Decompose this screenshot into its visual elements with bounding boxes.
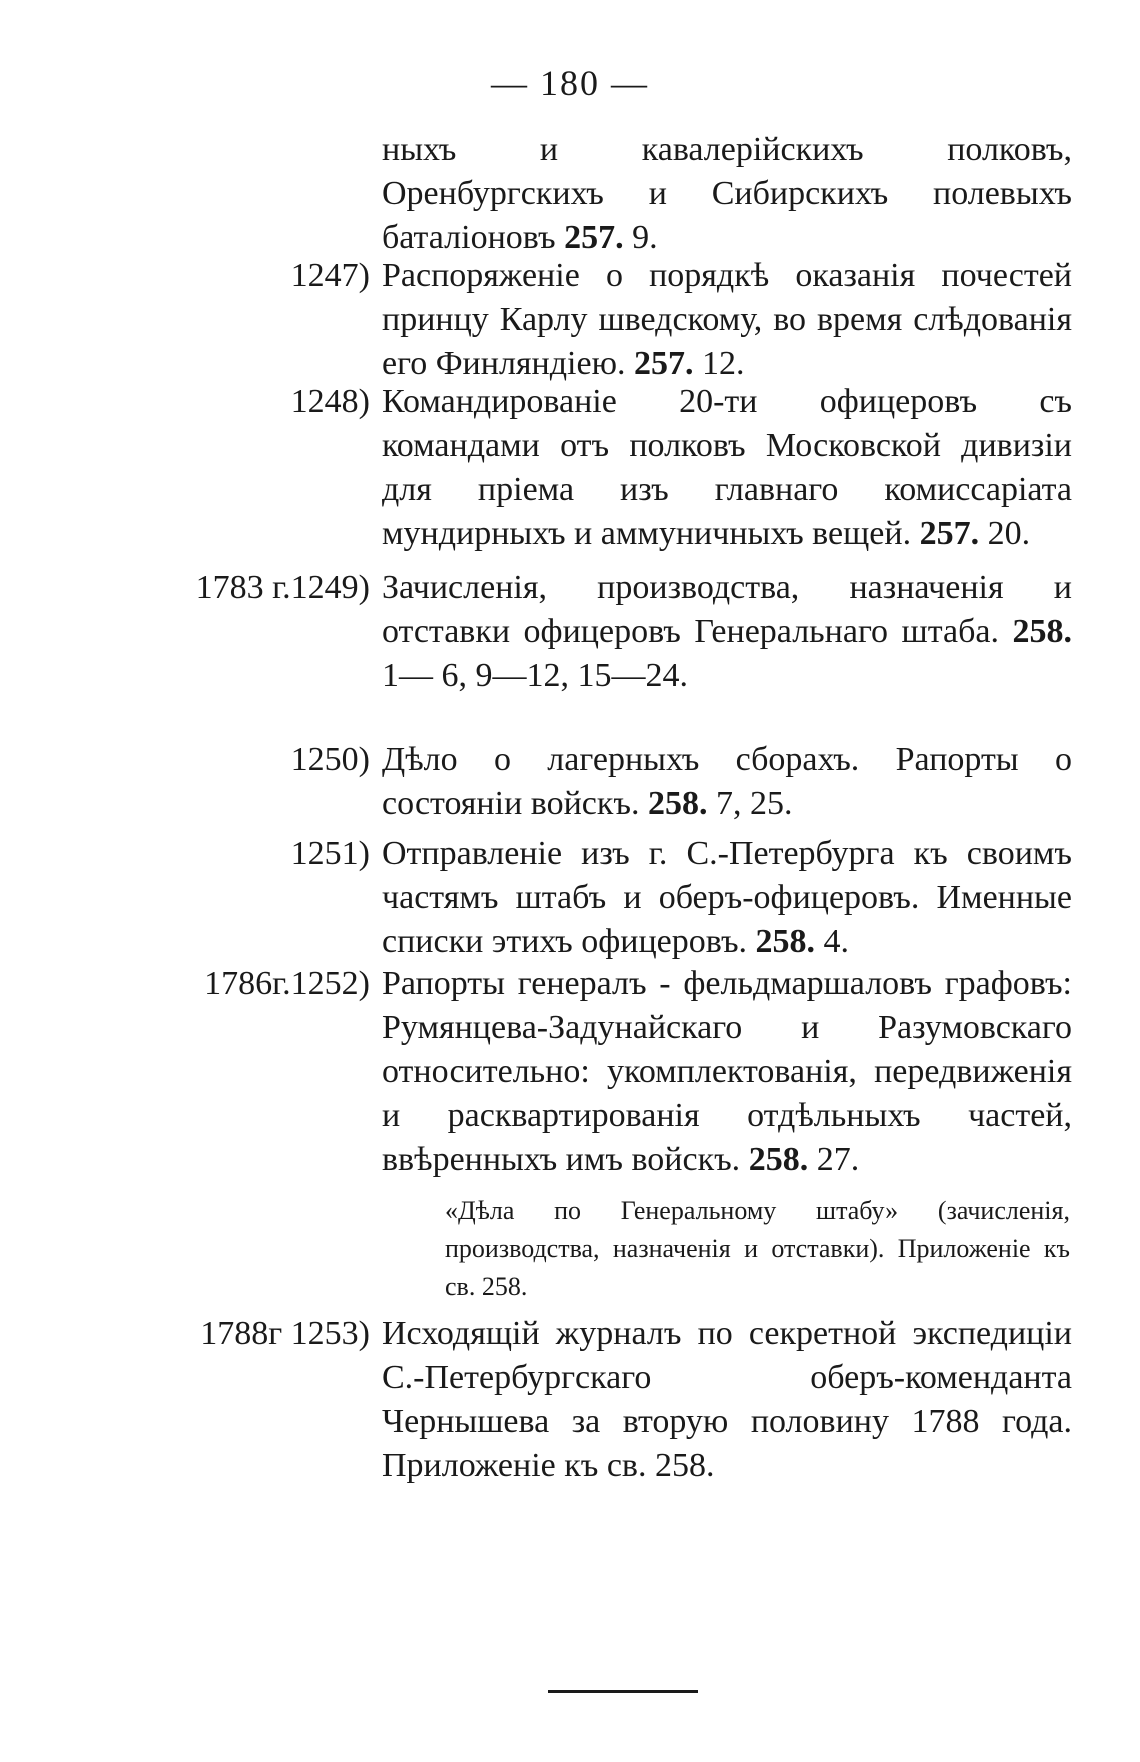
entry-text xyxy=(382,128,1072,260)
volume-ref: 258. xyxy=(748,1141,809,1178)
sheet-ref: 9. xyxy=(623,219,658,256)
entry-body: ныхъ и кавалерійскихъ полковъ, Оренбургскихъ и Сибирскихъ полевыхъ баталіоновъ xyxy=(382,131,1072,256)
sheet-ref: 27. xyxy=(808,1141,860,1178)
sheet-ref: 4. xyxy=(815,923,850,960)
entry-text xyxy=(382,962,1072,1182)
entry-text xyxy=(382,380,1072,556)
entry-body: Рапорты генералъ - фельдмаршаловъ графовъ: Румянцева-Задунайскаго и Разумовскаго относительно: укомплектованія, передвиженія и расквартированія отдѣльныхъ частей, ввѣренныхъ имъ войскъ. xyxy=(382,965,1072,1178)
entry-text xyxy=(382,832,1072,964)
entry-text xyxy=(382,566,1072,698)
entry-number: 1788г 1253) xyxy=(200,1315,370,1352)
volume-ref: 258. xyxy=(647,785,708,822)
entry-body: Командированіе 20-ти офицеровъ съ командами отъ полковъ Московской дивизіи для пріема изъ главнаго комиссаріата мундирныхъ и аммуничныхъ вещей. xyxy=(382,383,1072,552)
entry-number: 1248) xyxy=(290,383,370,420)
volume-ref: 257. xyxy=(633,345,694,382)
sheet-ref: 7, 25. xyxy=(707,785,793,822)
entry-body: Зачисленія, производства, назначенія и отставки офицеровъ Генеральнаго штаба. xyxy=(382,569,1072,650)
volume-ref: 258. xyxy=(755,923,816,960)
entry-body: Отправленіе изъ г. С.-Петербурга къ своимъ частямъ штабъ и оберъ-офицеровъ. Именные списки этихъ офицеровъ. xyxy=(382,835,1072,960)
entry-body: Исходящій журналъ по секретной экспедиціи С.-Петербургскаго оберъ-коменданта Чернышева за вторую половину 1788 года. Приложеніе къ св. 258. xyxy=(382,1315,1072,1484)
volume-ref: 257. xyxy=(919,515,980,552)
entry-number: 1251) xyxy=(290,835,370,872)
sheet-ref: 20. xyxy=(979,515,1031,552)
closing-rule xyxy=(548,1690,698,1693)
entry-body: Дѣло о лагерныхъ сборахъ. Рапорты о состояніи войскъ. xyxy=(382,741,1072,822)
entry-text xyxy=(382,254,1072,386)
volume-ref: 258. xyxy=(1012,613,1072,650)
entry-number: 1783 г.1249) xyxy=(195,569,370,606)
volume-ref: 257. xyxy=(564,219,624,256)
entry-number: 1247) xyxy=(290,257,370,294)
entry-number: 1786г.1252) xyxy=(204,965,370,1002)
sheet-ref: 1— 6, 9—12, 15—24. xyxy=(382,657,688,694)
page-number: — 180 — xyxy=(491,63,649,103)
entry-text xyxy=(382,738,1072,826)
entry-number: 1250) xyxy=(290,741,370,778)
entry-text xyxy=(382,1312,1072,1488)
sheet-ref: 12. xyxy=(693,345,745,382)
entry-body: Распоряженіе о порядкѣ оказанія почестей принцу Карлу шведскому, во время слѣдованія его Финляндіею. xyxy=(382,257,1072,382)
appendix-note: «Дѣла по Генеральному штабу» (зачисленія, производства, назначенія и отставки). Приложеніе къ св. 258. xyxy=(445,1196,1070,1301)
